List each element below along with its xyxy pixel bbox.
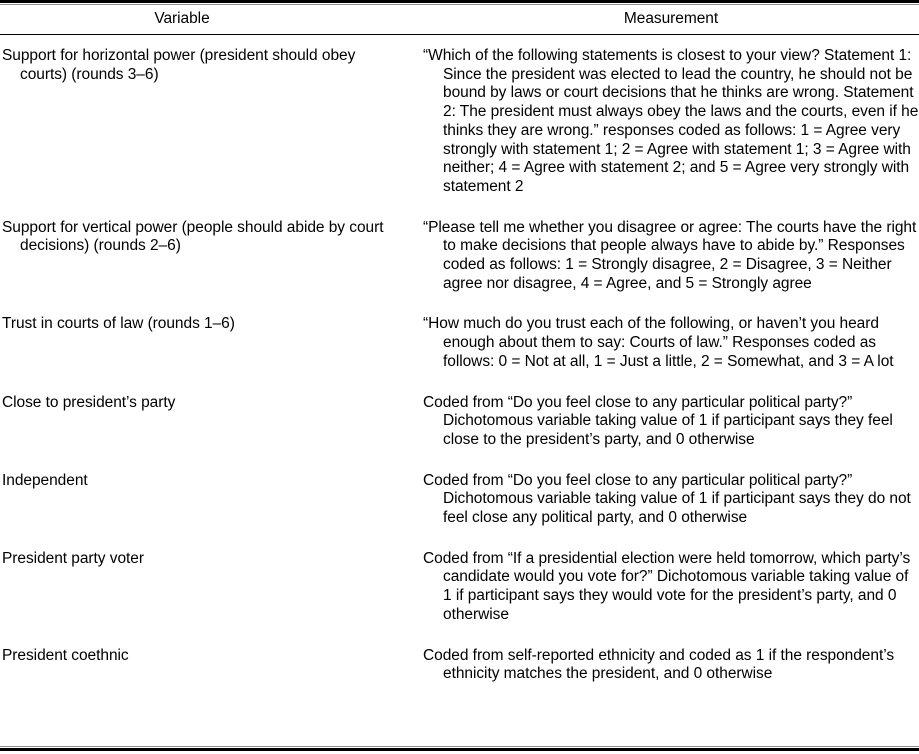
variable-cell: Independent <box>2 471 88 489</box>
measurement-cell: “Which of the following statements is closest to your view? Statement 1: Since the president was elected to lead the country, he should not be bound by laws or court decisions that he thinks are wrong. Statement 2: The president must always obey the laws and the courts, even if he thinks they are wrong.” responses coded as follows: 1 = Agree very strongly with statement 1; 2 = Agree with statement 1; 3 = Agree with neither; 4 = Agree with statement 2; and 5 = Agree very strongly with statement 2 <box>423 47 919 195</box>
table-row <box>0 647 919 684</box>
column-header-measurement: Measurement <box>623 10 719 27</box>
table-row <box>0 219 919 316</box>
table-header-row <box>0 5 919 34</box>
variable-cell: President party voter <box>2 549 144 567</box>
top-rule-thick <box>0 0 919 3</box>
variable-cell: President coethnic <box>2 646 129 664</box>
table-row <box>0 550 919 647</box>
variable-cell: Support for horizontal power (president should obey courts) (rounds 3–6) <box>2 47 356 83</box>
table-body <box>0 35 919 746</box>
variable-cell: Close to president’s party <box>2 393 176 411</box>
measurement-cell: “How much do you trust each of the following, or haven’t you heard enough about them to say: Courts of law.” Responses coded as follows: 0 = Not at all, 1 = Just a little, 2 = Somewhat, and 3 = A lot <box>423 315 894 370</box>
table-row <box>0 47 919 219</box>
measurement-cell: Coded from “If a presidential election were held tomorrow, which party’s candidate would you vote for?” Dichotomous variable taking value of 1 if participant says they would vote for the president’s party, and 0 otherwise <box>423 549 911 623</box>
table-row <box>0 315 919 393</box>
table-row <box>0 472 919 550</box>
variable-cell: Support for vertical power (people should abide by court decisions) (rounds 2–6) <box>2 218 384 255</box>
measurement-cell: Coded from self-reported ethnicity and coded as 1 if the respondent’s ethnicity matches the president, and 0 otherwise <box>423 646 895 683</box>
table-row <box>0 394 919 472</box>
measurement-cell: “Please tell me whether you disagree or agree: The courts have the right to make decisions that people always have to abide by.” Responses coded as follows: 1 = Strongly disagree, 2 = Disagree, 3 = Neither agree nor disagree, 4 = Agree, and 5 = Strongly agree <box>423 218 917 292</box>
bottom-rule-thick <box>0 748 919 751</box>
measurement-cell: Coded from “Do you feel close to any particular political party?” Dichotomous variable taking value of 1 if participant says they feel close to the president’s party, and 0 otherwise <box>423 393 893 448</box>
column-header-variable: Variable <box>154 10 210 27</box>
measurement-cell: Coded from “Do you feel close to any particular political party?” Dichotomous variable taking value of 1 if participant says they do not feel close any political party, and 0 otherwise <box>423 471 911 527</box>
variable-cell: Trust in courts of law (rounds 1–6) <box>2 315 235 333</box>
bottom-rule-thin <box>0 746 919 747</box>
